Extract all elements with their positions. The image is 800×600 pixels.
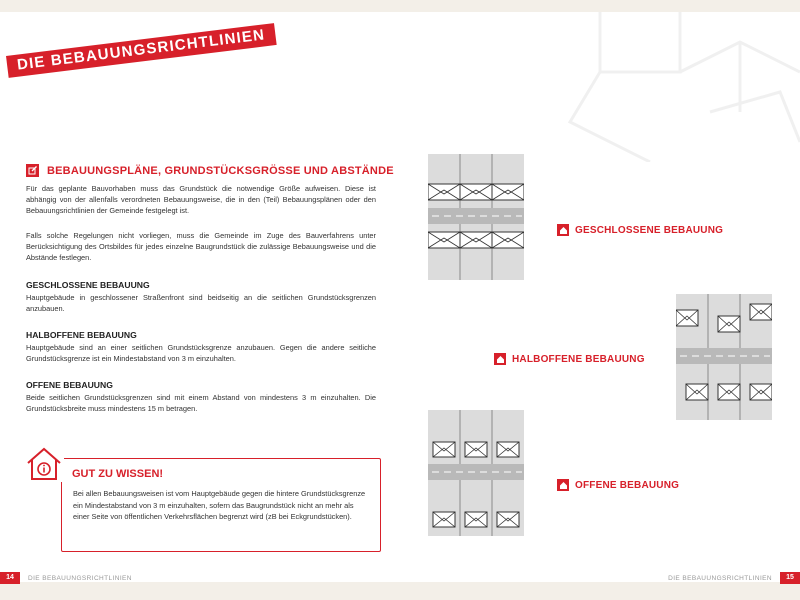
footer-left: [0, 572, 140, 584]
footer-right: [660, 572, 800, 584]
brochure-spread: [0, 12, 800, 582]
label-text: OFFENE BEBAUUNG: [575, 479, 680, 491]
diagram-offene-bebauung: [428, 410, 524, 536]
house-icon: [557, 479, 569, 491]
house-info-icon: [24, 446, 64, 482]
footer-text-left: DIE BEBAUUNGSRICHTLINIEN: [28, 574, 132, 582]
page-title: DIE BEBAUUNGSRICHTLINIEN: [16, 26, 267, 74]
type-text-halboffen: Hauptgebäude sind an einer seitlichen Grundstücksgrenze anzubauen. Gegen die andere seitliche Grundstücksgrenze ist ein Mindestabstand von 3 m einzuhalten.: [26, 343, 376, 363]
section-title: BEBAUUNGSPLÄNE, GRUNDSTÜCKSGRÖSSE UND ABSTÄNDE: [47, 164, 394, 177]
page-title-banner: [6, 23, 277, 78]
label-geschlossene-bebauung: [557, 224, 723, 236]
intro-paragraph-2: Falls solche Regelungen nicht vorliegen, muss die Gemeinde im Zuge des Bauverfahrens unter Berücksichtigung des Ortsbildes für jedes einzelne Baugrundstück die zulässige Bebauungsweise und die Abstände festlegen.: [26, 231, 376, 262]
type-text-geschlossen: Hauptgebäude in geschlossener Straßenfront sind beidseitig an die seitlichen Grundstücksgrenzen anzubauen.: [26, 293, 376, 313]
label-text: HALBOFFENE BEBAUUNG: [512, 353, 645, 365]
type-heading-halboffen: HALBOFFENE BEBAUUNG: [26, 330, 137, 340]
background-floorplan-lines: [560, 12, 800, 162]
type-heading-offen: OFFENE BEBAUUNG: [26, 380, 113, 390]
diagram-halboffene-bebauung: [676, 294, 772, 420]
type-text-offen: Beide seitlichen Grundstücksgrenzen sind mit einem Abstand von mindestens 3 m einzuhalten. Die Grundstücksbreite muss mindestens 15 m betragen.: [26, 393, 376, 413]
footer-text-right: DIE BEBAUUNGSRICHTLINIEN: [668, 574, 772, 582]
diagram-geschlossene-bebauung: [428, 154, 524, 280]
type-heading-geschlossen: GESCHLOSSENE BEBAUUNG: [26, 280, 150, 290]
intro-paragraph-1: Für das geplante Bauvorhaben muss das Grundstück die notwendige Größe aufweisen. Diese ist abhängig von der allenfalls verordneten Bebauungsweise, die in den (Teil) Bebauungsplänen oder den Bebauungsrichtlinien der Gemeinde festgelegt ist.: [26, 184, 376, 215]
page-number-right: 15: [780, 572, 800, 584]
label-offene-bebauung: [557, 479, 679, 491]
label-text: GESCHLOSSENE BEBAUUNG: [575, 224, 724, 236]
section-heading: [26, 164, 394, 177]
house-icon: [494, 353, 506, 365]
edit-icon: [26, 164, 39, 177]
label-halboffene-bebauung: [494, 353, 645, 365]
info-text: Bei allen Bebauungsweisen ist vom Hauptgebäude gegen die hintere Grundstücksgrenze ein Mindestabstand von 3 m einzuhalten, sofern das Baugrundstück nicht an mehr als einer Seite von öffentlichen Verkehrsflächen begrenzt wird (zB bei Eckgrundstücken).: [73, 489, 366, 521]
house-icon: [557, 224, 569, 236]
page-number-left: 14: [0, 572, 20, 584]
info-title: GUT ZU WISSEN!: [72, 468, 164, 480]
